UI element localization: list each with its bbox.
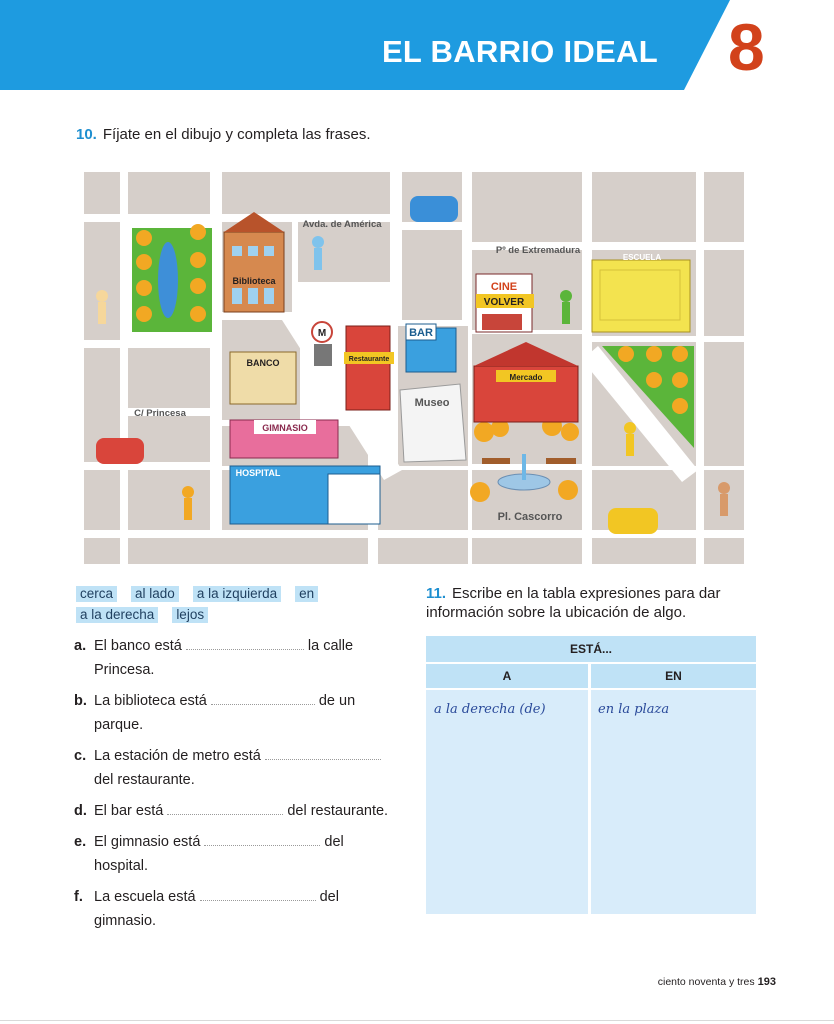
page-bottom-rule (0, 1020, 834, 1021)
sentence-letter: b. (74, 693, 87, 709)
answer-blank[interactable] (186, 636, 304, 650)
label-museo: Museo (414, 397, 450, 409)
label-escuela: ESCUELA (622, 253, 662, 262)
sentence-text: El banco está (94, 638, 182, 654)
sentence-letter: f. (74, 889, 83, 905)
street-avenida: Avda. de América (302, 219, 382, 230)
sentence-text: La biblioteca está (94, 693, 207, 709)
sentence-text: parque. (94, 717, 144, 733)
answer-blank[interactable] (167, 801, 283, 815)
page-words: ciento noventa y tres (657, 976, 755, 988)
label-metro: M (317, 328, 327, 339)
answer-blank[interactable] (200, 887, 316, 901)
exercise-11-instruction: Escribe en la tabla expresiones para dar información sobre la ubicación de algo. (426, 585, 721, 621)
sentence-letter: c. (74, 748, 87, 764)
answer-blank[interactable] (204, 832, 320, 846)
sentence-list (74, 634, 404, 940)
word-chip: al lado (131, 586, 179, 602)
page-number: 193 (757, 976, 776, 988)
sentence-letter: d. (74, 803, 87, 819)
street-calle: C/ Princesa (134, 408, 186, 419)
table-header: ESTÁ... (426, 636, 756, 662)
sentence-c (74, 744, 404, 792)
street-paseo: Pº de Extremadura (495, 245, 581, 256)
page-footer (658, 976, 776, 988)
word-chip: cerca (76, 586, 117, 602)
sentence-d (74, 799, 404, 823)
label-banco: BANCO (246, 358, 280, 368)
exercise-10-heading (76, 126, 371, 143)
sentence-letter: a. (74, 638, 87, 654)
exercise-10-number: 10. (76, 126, 97, 143)
sentence-text: El bar está (94, 803, 164, 819)
label-biblioteca: Biblioteca (232, 276, 276, 286)
table-rule (426, 688, 756, 690)
sentence-text: del (324, 834, 344, 850)
table-rule (588, 688, 591, 914)
sentence-text: de un (318, 693, 356, 709)
label-restaurante: Restaurante (348, 356, 390, 363)
sentence-text: del restaurante. (287, 803, 389, 819)
word-chip: a la izquierda (193, 586, 281, 602)
unit-number: 8 (728, 10, 765, 84)
label-volver: VOLVER (483, 297, 525, 308)
example-a[interactable]: a la derecha (de) (434, 702, 546, 717)
sentence-text: Princesa. (94, 662, 155, 678)
label-mercado: Mercado (509, 373, 543, 382)
label-gimnasio: GIMNASIO (262, 423, 308, 433)
sentence-text: del (319, 889, 339, 905)
label-cine: CINE (490, 281, 518, 293)
sentence-f (74, 885, 404, 933)
sentence-text: la calle (307, 638, 354, 654)
sentence-text: El gimnasio está (94, 834, 201, 850)
sentence-b (74, 689, 404, 737)
sentence-text: La escuela está (94, 889, 196, 905)
example-en[interactable]: en la plaza (598, 702, 670, 717)
exercise-11-number: 11. (426, 585, 447, 602)
answer-blank[interactable] (211, 691, 315, 705)
word-chip: lejos (172, 607, 208, 623)
sentence-text: La estación de metro está (94, 748, 261, 764)
label-hospital: HOSPITAL (235, 468, 281, 478)
sentence-e (74, 830, 404, 878)
sentence-text: gimnasio. (94, 913, 157, 929)
answer-blank[interactable] (265, 746, 381, 760)
expressions-table (426, 636, 756, 914)
word-chip: en (295, 586, 318, 602)
street-plaza: Pl. Cascorro (497, 511, 563, 523)
unit-title: EL BARRIO IDEAL (381, 34, 658, 69)
word-chip: a la derecha (76, 607, 158, 623)
sentence-letter: e. (74, 834, 87, 850)
label-bar: BAR (409, 327, 433, 339)
neighborhood-map (82, 170, 746, 566)
sentence-a (74, 634, 404, 682)
table-column-en: EN (591, 664, 756, 688)
exercise-11-heading (426, 584, 766, 622)
sentence-text: hospital. (94, 858, 149, 874)
exercise-10-instruction: Fíjate en el dibujo y completa las frases. (102, 126, 371, 143)
word-bank (76, 585, 376, 627)
sentence-text: del restaurante. (94, 772, 195, 788)
table-column-a: A (426, 664, 588, 688)
